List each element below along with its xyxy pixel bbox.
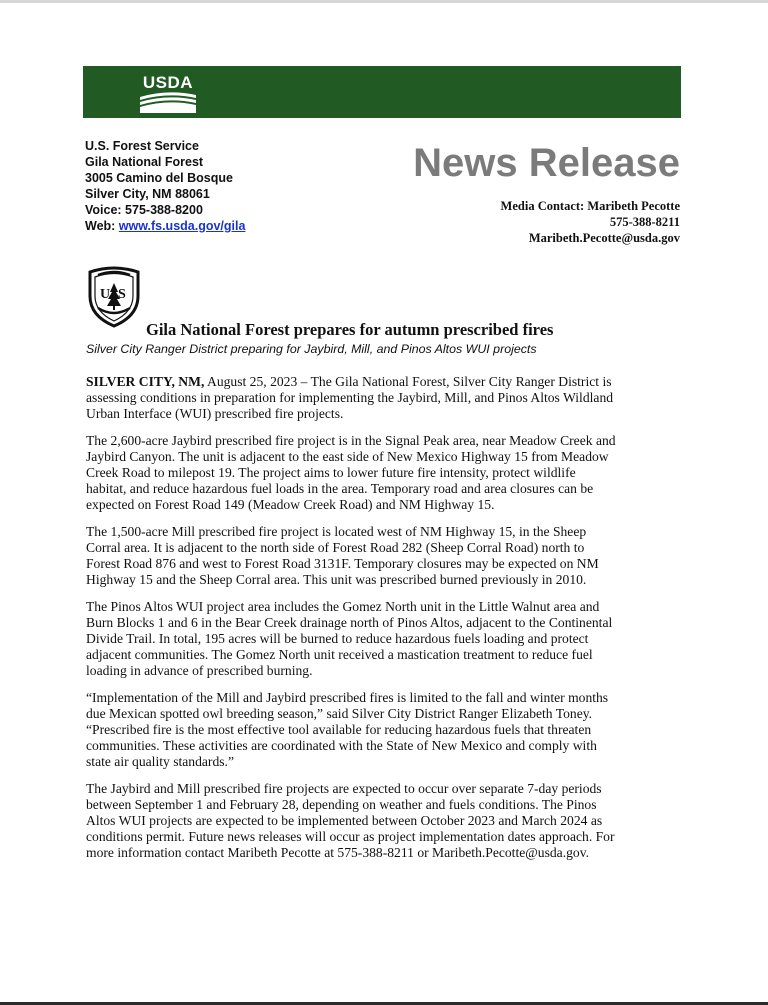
paragraph-line: expected on Forest Road 149 (Meadow Creek Road) and NM Highway 15. [86,497,495,513]
paragraph-line: Urban Interface (WUI) prescribed fire projects. [86,406,344,422]
voice-phone: Voice: 575-388-8200 [85,203,203,217]
news-release-title: News Release [413,141,680,185]
paragraph-line: loading in advance of prescribed burning. [86,663,313,678]
usda-logo [138,73,198,113]
paragraph-1 [86,374,686,422]
paragraph-line: Burn Blocks 1 and 6 in the Bear Creek drainage north of Pinos Altos, adjacent to the Continental [86,614,613,630]
usda-hills-icon [140,91,196,113]
paragraph-line: Altos WUI projects are expected to be implemented between October 2023 and March 2024 as [86,812,603,828]
paragraph-5 [86,690,686,770]
article-headline: Gila National Forest prepares for autumn prescribed fires [146,320,554,339]
paragraph-line: due Mexican spotted owl breeding season,” said Silver City District Ranger Elizabeth Toney. [86,705,593,721]
contact-name: Media Contact: Maribeth Pecotte [500,199,680,213]
web-line [85,218,345,234]
contact-email: Maribeth.Pecotte@usda.gov [528,231,680,245]
website-link[interactable]: www.fs.usda.gov/gila [118,219,246,233]
paragraph-line: habitat, and reduce hazardous fuel loads in the area. Temporary road and area closures can be [86,481,594,497]
paragraph-line: Forest Road 876 and west to Forest Road 3131F. Temporary closures may be expected on NM [86,555,599,571]
paragraph-line: The Jaybird and Mill prescribed fire projects are expected to occur over separate 7-day periods [86,780,602,796]
paragraph-line: between September 1 and February 28, depending on weather and fuels conditions. The Pinos [86,796,597,812]
street-address: 3005 Camino del Bosque [85,171,233,185]
paragraph-line: Jaybird Canyon. The unit is adjacent to the east side of New Mexico Highway 15 from Meadow [86,448,609,464]
article-body [86,374,686,872]
paragraph-line: SILVER CITY, NM, August 25, 2023 – The Gila National Forest, Silver City Ranger District is [86,374,612,389]
forest-service-shield-icon [86,266,142,328]
dateline: SILVER CITY, NM, [86,374,205,389]
paragraph-line: assessing conditions in preparation for implementing the Jaybird, Mill, and Pinos Altos Wildland [86,390,614,406]
paragraph-line: “Implementation of the Mill and Jaybird prescribed fires is limited to the fall and winter months [86,689,609,705]
usda-banner [83,66,681,118]
paragraph-line: Divide Trail. In total, 195 acres will be burned to reduce hazardous fuels loading and protect [86,630,589,646]
forest-name: Gila National Forest [85,155,204,169]
page-top-edge [0,0,768,3]
paragraph-line: “Prescribed fire is the most effective tool available for reducing hazardous fuels that threaten [86,721,592,737]
paragraph-line: state air quality standards.” [86,753,234,769]
paragraph-line: The 1,500-acre Mill prescribed fire project is located west of NM Highway 15, in the Sheep [86,523,587,539]
paragraph-6 [86,781,686,861]
city-state-zip: Silver City, NM 88061 [85,187,210,201]
paragraph-line: conditions permit. Future news releases will occur as project implementation dates approach. For [86,828,615,844]
usda-logo-text: USDA [142,73,194,92]
contact-phone: 575-388-8211 [609,215,680,229]
paragraph-3 [86,524,686,588]
paragraph-line: Highway 15 and the Sheep Corral area. This unit was prescribed burned previously in 2010. [86,572,587,588]
paragraph-line: Creek Road to milepost 19. The project aims to lower future fire intensity, protect wildlife [86,464,576,480]
paragraph-line: The Pinos Altos WUI project area includes the Gomez North unit in the Little Walnut area and [86,598,600,614]
paragraph-line: The 2,600-acre Jaybird prescribed fire project is in the Signal Peak area, near Meadow Creek and [86,432,616,448]
web-label: Web: [85,219,119,233]
shield-letter-u: U [100,287,111,302]
paragraph-line: communities. These activities are coordinated with the State of New Mexico and comply with [86,737,597,753]
paragraph-line: more information contact Maribeth Pecotte at 575-388-8211 or Maribeth.Pecotte@usda.gov. [86,844,590,860]
paragraph-line: adjacent communities. The Gomez North unit received a mastication treatment to reduce fuel [86,646,593,662]
article-subheadline: Silver City Ranger District preparing for Jaybird, Mill, and Pinos Altos WUI projects [86,342,537,356]
paragraph-4 [86,599,686,679]
media-contact [420,198,680,246]
paragraph-line: Corral area. It is adjacent to the north side of Forest Road 282 (Sheep Corral Road) north to [86,539,585,555]
office-address [85,138,345,234]
agency-name: U.S. Forest Service [85,139,199,153]
paragraph-2 [86,433,686,513]
shield-letter-s: S [118,287,126,302]
